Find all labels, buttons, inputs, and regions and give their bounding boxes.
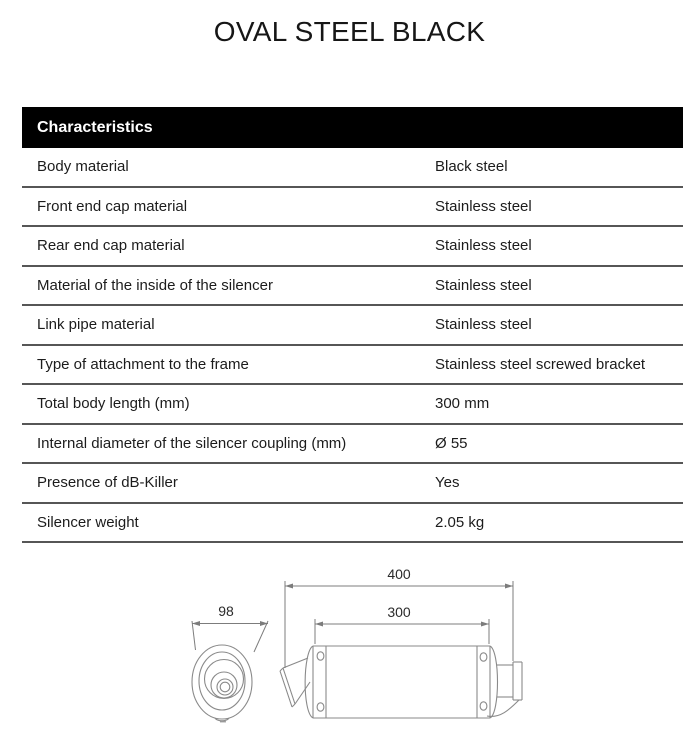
spec-value: Stainless steel (435, 237, 532, 255)
inlet-flange-edge (292, 704, 295, 707)
arrowhead-right (505, 584, 513, 589)
table-row (22, 227, 683, 267)
spec-label: Total body length (mm) (37, 395, 190, 413)
table-header: Characteristics (22, 107, 683, 148)
table-row (22, 464, 683, 504)
outlet-hole (220, 682, 230, 692)
dimension-98-label: 98 (218, 603, 234, 619)
front-width-dimension (192, 603, 268, 652)
arrowhead-right (481, 622, 489, 627)
spec-label: Material of the inside of the silencer (37, 276, 273, 294)
spec-value: Yes (435, 474, 460, 492)
outlet-ring (217, 679, 233, 695)
extension-line-left (192, 621, 196, 650)
arrowhead-left (285, 584, 293, 589)
inlet-pipe-bottom (295, 682, 310, 704)
arrowhead-left (192, 621, 200, 626)
characteristics-table (22, 107, 683, 543)
spec-value: Ø 55 (435, 434, 468, 452)
table-row (22, 504, 683, 544)
dimension-400-label: 400 (387, 566, 411, 582)
spec-value: Stainless steel (435, 197, 532, 215)
inlet-flange-edge (280, 668, 283, 671)
right-end-cap (490, 646, 498, 718)
table-row (22, 148, 683, 188)
table-row (22, 425, 683, 465)
side-view (280, 646, 522, 718)
bracket-curve (487, 700, 519, 716)
spec-value: Stainless steel (435, 316, 532, 334)
table-row (22, 346, 683, 386)
rivet (317, 652, 324, 660)
arrowhead-left (315, 622, 323, 627)
technical-drawing (150, 558, 570, 750)
spec-label: Body material (37, 158, 129, 176)
table-row (22, 267, 683, 307)
spec-label: Internal diameter of the silencer coupling (mm) (37, 434, 347, 452)
rivet (317, 703, 324, 711)
spec-value: 300 mm (435, 395, 490, 413)
rivet (480, 702, 487, 710)
left-end-cap (305, 646, 313, 718)
spec-label: Link pipe material (37, 316, 155, 334)
spec-value: 2.05 kg (435, 513, 485, 531)
spec-label: Rear end cap material (37, 237, 185, 255)
spec-label: Silencer weight (37, 513, 139, 531)
rivet (480, 653, 487, 661)
front-view (192, 645, 252, 722)
spec-label: Front end cap material (37, 197, 188, 215)
inlet-pipe-top (283, 658, 308, 668)
spec-label: Presence of dB-Killer (37, 474, 178, 492)
inner-oval (199, 652, 245, 710)
table-row (22, 306, 683, 346)
page-title: OVAL STEEL BLACK (213, 16, 486, 47)
spec-label: Type of attachment to the frame (37, 355, 249, 373)
spec-value: Stainless steel screwed bracket (435, 355, 646, 373)
dimension-300-label: 300 (387, 604, 411, 620)
spec-value: Black steel (435, 158, 508, 176)
body-length-dimension (315, 604, 489, 644)
table-row (22, 188, 683, 228)
spec-value: Stainless steel (435, 276, 532, 294)
table-row (22, 385, 683, 425)
